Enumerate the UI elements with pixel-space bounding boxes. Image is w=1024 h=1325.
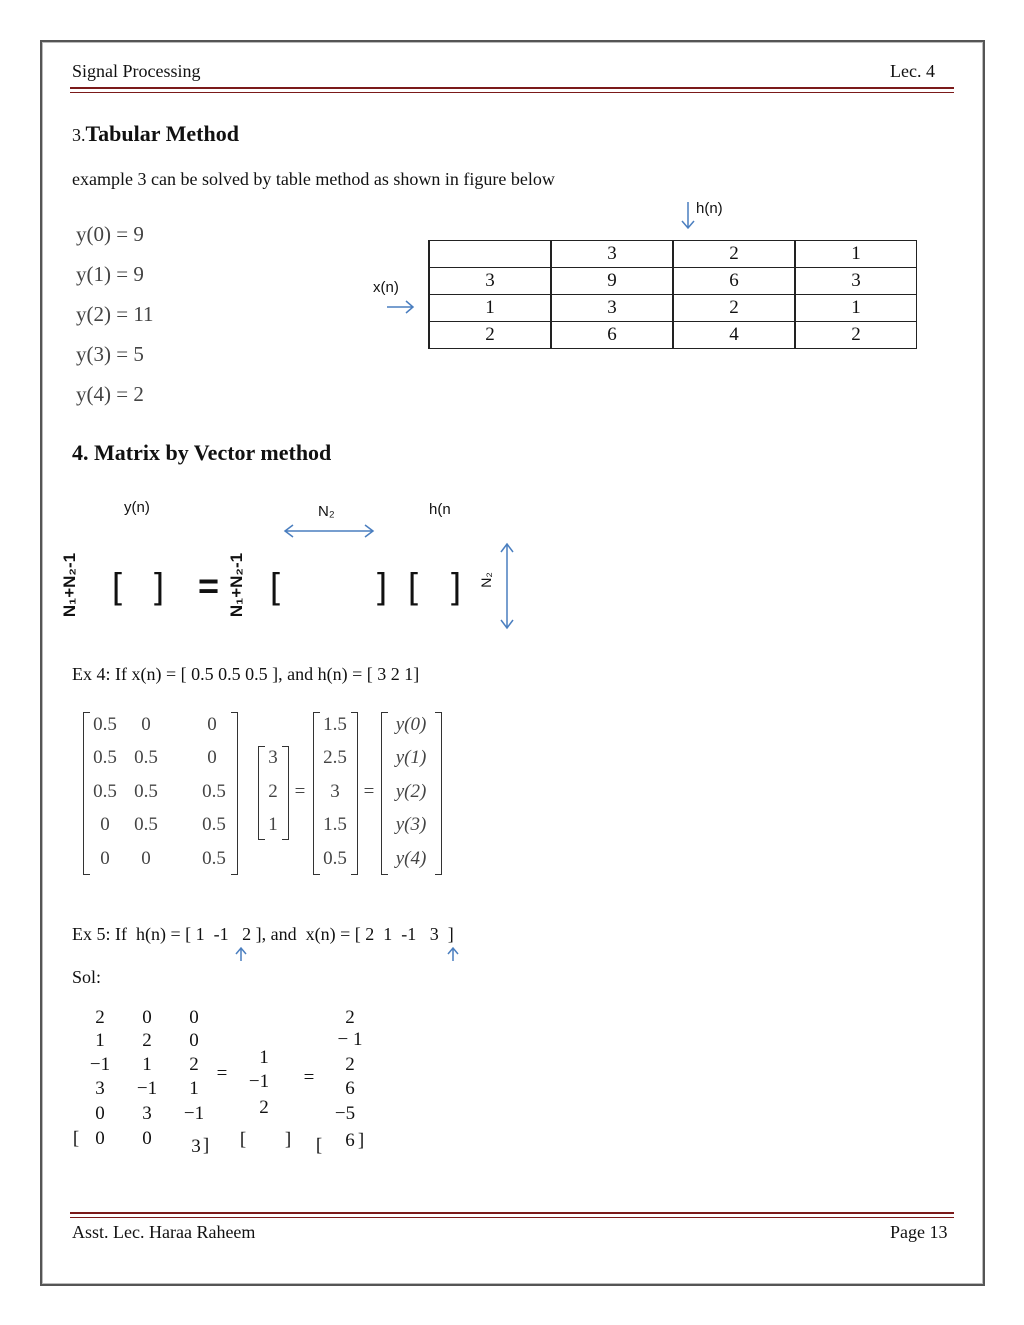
- table-cell: 2: [673, 241, 795, 268]
- matrix-cell: 2: [95, 1007, 105, 1028]
- matrix-cell: 0: [142, 1128, 152, 1149]
- section-number: 3.: [72, 125, 86, 145]
- right-bracket: ]: [284, 1129, 292, 1150]
- diagram-h-label: h(n: [429, 501, 451, 518]
- matrix-cell: 0.5: [93, 714, 117, 735]
- h-vector-cell: 3: [268, 747, 278, 768]
- diagram-n2-label: N₂: [318, 503, 335, 520]
- section-4-heading: 4. Matrix by Vector method: [72, 440, 332, 465]
- table-cell: 2: [673, 295, 795, 322]
- matrix-cell: 0.5: [93, 781, 117, 802]
- equals-sign: =: [363, 781, 375, 802]
- matrix-cell: 0.5: [134, 781, 158, 802]
- right-arrow-icon: [385, 299, 417, 315]
- matrix-cell: 0: [207, 714, 217, 735]
- left-bracket: [: [72, 1128, 80, 1149]
- matrix-cell: 0.5: [93, 747, 117, 768]
- equals-sign: =: [294, 781, 306, 802]
- result-cell: 2: [345, 1054, 355, 1075]
- matrix-cell: 0.5: [202, 781, 226, 802]
- sol-label: Sol:: [72, 967, 102, 987]
- table-cell: 3: [551, 295, 673, 322]
- table-cell: 6: [673, 268, 795, 295]
- table-cell: 1: [795, 295, 917, 322]
- matrix-cell: 1: [189, 1078, 199, 1099]
- footer-rule: [70, 1212, 954, 1218]
- y-result-item: y(1) = 9: [76, 262, 144, 286]
- convolution-table: [428, 240, 917, 349]
- table-row: [429, 322, 917, 349]
- matrix-cell: 0.5: [202, 848, 226, 869]
- y-vector-cell: y(4): [395, 848, 427, 869]
- table-row: [429, 241, 917, 268]
- h-vector-cell: 1: [268, 814, 278, 835]
- ex4-text: Ex 4: If x(n) = [ 0.5 0.5 0.5 ], and h(n) = [ 3 2 1]: [72, 664, 420, 684]
- matrix-cell: −1: [89, 1054, 111, 1075]
- right-bracket: [282, 746, 289, 840]
- table-cell: 4: [673, 322, 795, 349]
- intro-text: example 3 can be solved by table method as shown in figure below: [72, 169, 555, 189]
- matrix-cell: 0: [189, 1030, 199, 1051]
- result-cell: 2: [345, 1007, 355, 1028]
- matrix-cell: 1: [95, 1030, 105, 1051]
- matrix-cell: 0: [207, 747, 217, 768]
- table-cell: 1: [429, 295, 551, 322]
- header-title: Signal Processing: [72, 61, 201, 81]
- y-vector-cell: y(2): [395, 781, 427, 802]
- table-cell: 2: [429, 322, 551, 349]
- matrix-cell: 0.5: [202, 814, 226, 835]
- h-label: h(n): [696, 200, 723, 217]
- diagram-rows-label-mid: N₁+N₂-1: [227, 552, 247, 618]
- h-vector-cell: 1: [259, 1047, 269, 1068]
- diagram-y-label: y(n): [124, 499, 150, 516]
- horizontal-double-arrow-icon: [283, 523, 377, 539]
- matrix-cell: −1: [183, 1103, 205, 1124]
- result-cell: 1.5: [323, 714, 347, 735]
- down-arrow-icon: [680, 200, 696, 232]
- section-3-heading: [72, 121, 239, 147]
- y-result-item: y(4) = 2: [76, 382, 144, 406]
- header-lecture: Lec. 4: [890, 61, 935, 81]
- up-arrow-icon: [446, 946, 460, 962]
- result-cell: 3: [330, 781, 340, 802]
- result-cell: 2.5: [323, 747, 347, 768]
- bracket-icon: ]: [451, 565, 462, 606]
- matrix-cell: 0.5: [134, 814, 158, 835]
- up-arrow-icon: [234, 946, 248, 962]
- bracket-icon: ]: [377, 565, 388, 606]
- y-vector-cell: y(3): [395, 814, 427, 835]
- left-bracket: [313, 712, 320, 875]
- bracket-icon: ]: [154, 565, 165, 606]
- result-cell: 6: [345, 1130, 355, 1151]
- matrix-cell: 0.5: [134, 747, 158, 768]
- left-bracket: [: [239, 1129, 247, 1150]
- right-bracket: ]: [202, 1135, 210, 1156]
- h-vector-cell: 2: [259, 1097, 269, 1118]
- right-bracket: [435, 712, 442, 875]
- matrix-cell: 0: [142, 1007, 152, 1028]
- matrix-cell: 2: [189, 1054, 199, 1075]
- equals-sign: =: [303, 1067, 315, 1088]
- table-cell: 3: [795, 268, 917, 295]
- table-cell: 2: [795, 322, 917, 349]
- matrix-cell: 2: [142, 1030, 152, 1051]
- matrix-cell: 0: [95, 1128, 105, 1149]
- matrix-cell: 1: [142, 1054, 152, 1075]
- header-rule: [70, 87, 954, 93]
- h-vector-cell: 2: [268, 781, 278, 802]
- table-cell: 9: [551, 268, 673, 295]
- matrix-cell: 0: [95, 1103, 105, 1124]
- matrix-cell: 0: [141, 848, 151, 869]
- page-border: [40, 40, 985, 1286]
- ex5-text: Ex 5: If h(n) = [ 1 -1 2 ], and x(n) = [ 2 1 -1 3 ]: [72, 924, 454, 944]
- table-row: [429, 268, 917, 295]
- result-cell: 1.5: [323, 814, 347, 835]
- left-bracket: [381, 712, 388, 875]
- right-bracket: ]: [357, 1130, 365, 1151]
- right-bracket: [231, 712, 238, 875]
- vertical-double-arrow-icon: [499, 542, 515, 630]
- result-cell: − 1: [337, 1029, 363, 1050]
- y-vector-cell: y(0): [395, 714, 427, 735]
- x-label: x(n): [373, 279, 399, 296]
- bracket-icon: [: [112, 565, 123, 606]
- right-bracket: [351, 712, 358, 875]
- section-title: Tabular Method: [85, 121, 239, 146]
- left-bracket: [: [315, 1135, 323, 1156]
- diagram-n2-side: N₂: [477, 572, 494, 588]
- table-cell: 1: [795, 241, 917, 268]
- matrix-cell: 3: [142, 1103, 152, 1124]
- matrix-cell: −1: [136, 1078, 158, 1099]
- matrix-cell: 0: [100, 848, 110, 869]
- y-vector-cell: y(1): [395, 747, 427, 768]
- table-cell: 6: [551, 322, 673, 349]
- matrix-cell: 3: [191, 1136, 201, 1157]
- table-cell: 3: [429, 268, 551, 295]
- y-result-item: y(3) = 5: [76, 342, 144, 366]
- diagram-equals: =: [198, 565, 220, 606]
- footer-author: Asst. Lec. Haraa Raheem: [72, 1222, 256, 1242]
- diagram-rows-label-left: N₁+N₂-1: [60, 552, 80, 618]
- matrix-cell: 3: [95, 1078, 105, 1099]
- table-row: [429, 295, 917, 322]
- bracket-icon: [: [270, 565, 281, 606]
- h-vector-cell: −1: [248, 1071, 270, 1092]
- matrix-cell: 0: [100, 814, 110, 835]
- table-cell: 3: [551, 241, 673, 268]
- y-result-item: y(2) = 11: [76, 302, 154, 326]
- footer-page: Page 13: [890, 1222, 948, 1242]
- y-result-item: y(0) = 9: [76, 222, 144, 246]
- result-cell: 0.5: [323, 848, 347, 869]
- left-bracket: [83, 712, 90, 875]
- bracket-icon: [: [408, 565, 419, 606]
- result-cell: −5: [334, 1103, 356, 1124]
- left-bracket: [258, 746, 265, 840]
- matrix-cell: 0: [141, 714, 151, 735]
- result-cell: 6: [345, 1078, 355, 1099]
- matrix-cell: 0: [189, 1007, 199, 1028]
- equals-sign: =: [216, 1063, 228, 1084]
- table-cell: [429, 241, 551, 268]
